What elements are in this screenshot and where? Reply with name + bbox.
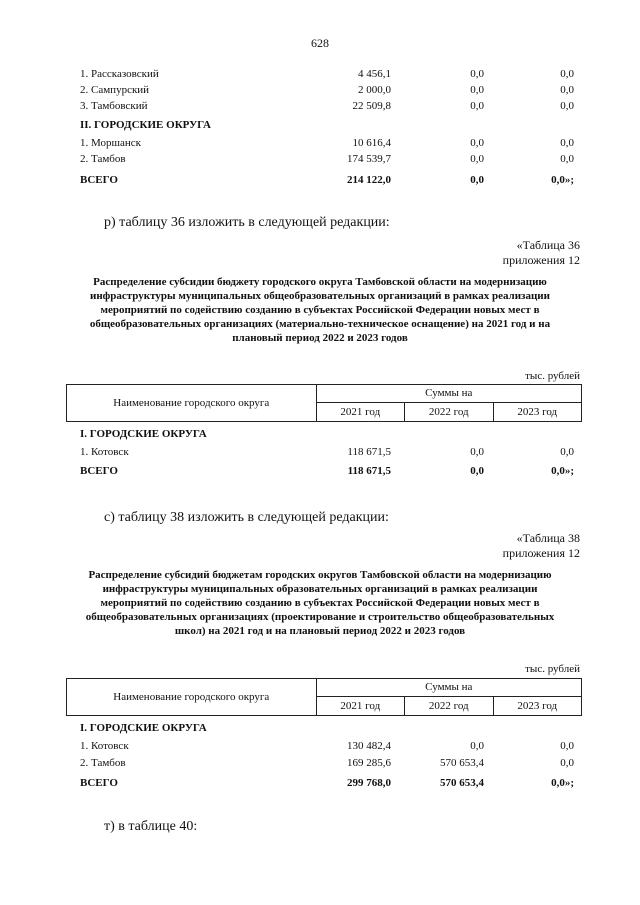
value-2022: 0,0 <box>470 84 484 96</box>
table38-header <box>66 678 582 716</box>
section-row <box>0 722 640 737</box>
section-title: I. ГОРОДСКИЕ ОКРУГА <box>80 722 207 734</box>
table38-ref-line2: приложения 12 <box>502 546 580 560</box>
row-name: 2. Тамбов <box>80 153 126 165</box>
value-2021: 214 122,0 <box>347 174 391 186</box>
col-2023-header: 2023 год <box>493 402 582 421</box>
row-name: ВСЕГО <box>80 174 118 186</box>
paragraph-s: с) таблицу 38 изложить в следующей редакции: <box>104 510 389 525</box>
value-2021: 299 768,0 <box>347 777 391 789</box>
col-sums-header: Суммы на <box>316 679 581 697</box>
col-2021-header: 2021 год <box>316 696 404 715</box>
table38-ref <box>503 531 580 561</box>
table36-units: тыс. рублей <box>525 370 580 382</box>
value-2023: 0,0 <box>560 84 574 96</box>
table36-ref-line1: «Таблица 36 <box>516 238 580 252</box>
paragraph-t: т) в таблице 40: <box>104 819 198 834</box>
row-name: 1. Моршанск <box>80 137 141 149</box>
col-name-header: Наименование городского округа <box>67 385 317 422</box>
table-row <box>0 68 640 83</box>
value-2022: 0,0 <box>470 174 484 186</box>
table-row <box>0 153 640 168</box>
table-row <box>0 757 640 772</box>
value-2023: 0,0 <box>560 740 574 752</box>
col-2022-header: 2022 год <box>405 696 493 715</box>
table-row <box>0 84 640 99</box>
row-name: 1. Рассказовский <box>80 68 159 80</box>
value-2023: 0,0»; <box>551 465 574 477</box>
value-2021: 2 000,0 <box>358 84 391 96</box>
total-row <box>0 465 640 480</box>
value-2023: 0,0 <box>560 757 574 769</box>
col-2022-header: 2022 год <box>405 402 493 421</box>
row-name: ВСЕГО <box>80 465 118 477</box>
page-number: 628 <box>311 36 329 50</box>
value-2021: 22 509,8 <box>352 100 391 112</box>
section-row <box>0 119 640 134</box>
value-2022: 0,0 <box>470 68 484 80</box>
value-2023: 0,0»; <box>551 174 574 186</box>
table36-heading: Распределение субсидии бюджету городского округа Тамбовской области на модернизацию инфраструктуры муниципальных общеобразовательных организаций в рамках реализации мероприятий по содействию созданию в субъектах Российской Федерации новых мест в общеобразовательных организациях (материально-техническое оснащение) на 2021 год и на плановый период 2022 и 2023 годов <box>89 276 551 344</box>
row-name: 3. Тамбовский <box>80 100 148 112</box>
table38-ref-line1: «Таблица 38 <box>516 531 580 545</box>
value-2022: 0,0 <box>470 153 484 165</box>
table36-ref <box>503 238 580 268</box>
total-row <box>0 174 640 189</box>
row-name: 1. Котовск <box>80 446 129 458</box>
value-2023: 0,0 <box>560 153 574 165</box>
value-2021: 130 482,4 <box>347 740 391 752</box>
value-2021: 4 456,1 <box>358 68 391 80</box>
value-2023: 0,0 <box>560 68 574 80</box>
table-row <box>0 137 640 152</box>
col-name-header: Наименование городского округа <box>67 679 317 716</box>
value-2022: 0,0 <box>470 465 484 477</box>
value-2022: 0,0 <box>470 446 484 458</box>
section-title: II. ГОРОДСКИЕ ОКРУГА <box>80 119 211 131</box>
table36-ref-line2: приложения 12 <box>502 253 580 267</box>
section-title: I. ГОРОДСКИЕ ОКРУГА <box>80 428 207 440</box>
value-2022: 0,0 <box>470 740 484 752</box>
row-name: 2. Тамбов <box>80 757 126 769</box>
table-row <box>0 740 640 755</box>
total-row <box>0 777 640 792</box>
row-name: 1. Котовск <box>80 740 129 752</box>
value-2021: 118 671,5 <box>347 465 391 477</box>
value-2021: 174 539,7 <box>347 153 391 165</box>
table38-units: тыс. рублей <box>525 663 580 675</box>
value-2022: 570 653,4 <box>440 777 484 789</box>
section-row <box>0 428 640 443</box>
value-2023: 0,0»; <box>551 777 574 789</box>
col-2021-header: 2021 год <box>316 402 404 421</box>
value-2021: 10 616,4 <box>352 137 391 149</box>
table-row <box>0 100 640 115</box>
col-sums-header: Суммы на <box>316 385 581 403</box>
value-2023: 0,0 <box>560 137 574 149</box>
value-2022: 570 653,4 <box>440 757 484 769</box>
value-2022: 0,0 <box>470 100 484 112</box>
value-2022: 0,0 <box>470 137 484 149</box>
col-2023-header: 2023 год <box>493 696 582 715</box>
table38-heading: Распределение субсидий бюджетам городских округов Тамбовской области на модернизацию инфраструктуры муниципальных образовательных организаций в рамках реализации мероприятий по содействию созданию в субъектах Российской Федерации новых мест в общеобразовательных организациях (проектирование и строительство общеобразовательных школ) на 2021 год и на плановый период 2022 и 2023 годов <box>85 569 555 637</box>
row-name: 2. Сампурский <box>80 84 150 96</box>
value-2023: 0,0 <box>560 100 574 112</box>
value-2021: 169 285,6 <box>347 757 391 769</box>
table36-header <box>66 384 582 422</box>
value-2021: 118 671,5 <box>347 446 391 458</box>
row-name: ВСЕГО <box>80 777 118 789</box>
value-2023: 0,0 <box>560 446 574 458</box>
table-row <box>0 446 640 461</box>
paragraph-r: р) таблицу 36 изложить в следующей редакции: <box>104 215 390 230</box>
